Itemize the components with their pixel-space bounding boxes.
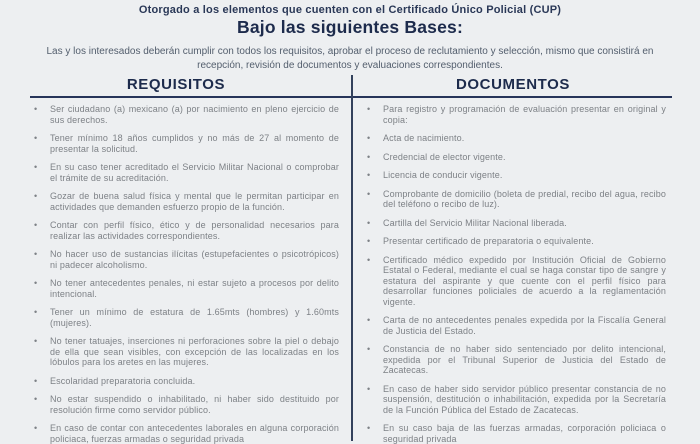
list-item-text: Acta de nacimiento. xyxy=(383,133,465,143)
list-item xyxy=(367,236,666,247)
bullet-icon: • xyxy=(34,336,38,346)
list-item-text: Tener mínimo 18 años cumplidos y no más de 27 al momento de presentar la solicitud. xyxy=(50,133,339,154)
list-item xyxy=(34,278,339,299)
documentos-header: DOCUMENTOS xyxy=(455,76,571,93)
list-item xyxy=(34,162,339,183)
bases-heading: Bajo las siguientes Bases: xyxy=(237,17,463,37)
list-item xyxy=(34,220,339,241)
list-item-text: En caso de contar con antecedentes laborales en alguna corporación policiaca, fuerzas armadas o seguridad privada xyxy=(50,423,339,444)
list-item-text: En su caso baja de las fuerzas armadas, corporación policiaca o seguridad privada xyxy=(383,423,666,444)
columns-container xyxy=(0,104,700,444)
list-item xyxy=(34,133,339,154)
bullet-icon: • xyxy=(34,394,38,404)
list-item-text: En su caso tener acreditado el Servicio Militar Nacional o comprobar el trámite de su acreditación. xyxy=(50,162,339,183)
list-item xyxy=(34,191,339,212)
list-item xyxy=(367,384,666,416)
list-item xyxy=(34,376,339,387)
list-item-text: Para registro y programación de evaluación presentar en original y copia: xyxy=(383,104,666,125)
list-item xyxy=(34,104,339,125)
requisitos-list xyxy=(0,104,352,444)
list-item-text: Gozar de buena salud física y mental que le permitan participar en actividades que demanden esfuerzo propio de la función. xyxy=(50,191,339,212)
list-item xyxy=(367,344,666,376)
list-item-text: Certificado médico expedido por Institución Oficial de Gobierno Estatal o Federal, mediante el cual se haga constar tipo de sangre y estatura del aspirante y que cuente con el perfil físico para desarrollar funciones policiales de acuerdo a la reglamentación vigente. xyxy=(383,254,666,307)
list-item-text: No tener antecedentes penales, ni estar sujeto a procesos por delito intencional. xyxy=(50,278,339,299)
bullet-icon: • xyxy=(34,249,38,259)
list-item-text: Presentar certificado de preparatoria o equivalente. xyxy=(383,236,594,246)
list-item xyxy=(367,152,666,163)
bullet-icon: • xyxy=(34,375,38,386)
list-item xyxy=(34,394,339,415)
list-item-text: No hacer uso de sustancias ilícitas (estupefacientes o psicotrópicos) ni padecer alcoholismo. xyxy=(50,249,339,270)
bullet-icon: • xyxy=(367,344,371,354)
list-item xyxy=(34,307,339,328)
bullet-icon: • xyxy=(34,104,38,114)
bullet-icon: • xyxy=(367,170,371,180)
bullet-icon: • xyxy=(34,220,38,230)
list-item xyxy=(34,249,339,270)
list-item xyxy=(367,255,666,308)
column-headers xyxy=(0,76,700,93)
list-item xyxy=(367,218,666,229)
list-item-text: Comprobante de domicilio (boleta de predial, recibo del agua, recibo del teléfono o recibo de luz). xyxy=(383,188,666,209)
bullet-icon: • xyxy=(367,236,371,246)
requisitos-header: REQUISITOS xyxy=(126,76,226,93)
list-item xyxy=(367,315,666,336)
list-item xyxy=(367,133,666,144)
bullet-icon: • xyxy=(367,383,371,394)
bullet-icon: • xyxy=(367,315,371,325)
list-item-text: No estar suspendido o inhabilitado, ni haber sido destituido por resolución firme como servidor público. xyxy=(50,394,339,415)
list-item xyxy=(367,189,666,210)
bullet-icon: • xyxy=(367,217,371,228)
list-item-text: Credencial de elector vigente. xyxy=(383,151,506,162)
list-item-text: No tener tatuajes, inserciones ni perforaciones sobre la piel o debajo de ella que sean visibles, con excepción de las localizadas en los lóbulos para los aretes en las mujeres. xyxy=(50,336,339,367)
top-clipped-line xyxy=(0,0,700,16)
list-item xyxy=(367,104,666,125)
bullet-icon: • xyxy=(367,133,371,143)
bullet-icon: • xyxy=(34,133,38,143)
bullet-icon: • xyxy=(367,188,371,199)
list-item-text: Tener un mínimo de estatura de 1.65mts (hombres) y 1.60mts (mujeres). xyxy=(50,307,339,328)
bullet-icon: • xyxy=(34,162,38,172)
list-item-text: Cartilla del Servicio Militar Nacional liberada. xyxy=(383,217,567,228)
list-item xyxy=(367,170,666,181)
bullet-icon: • xyxy=(34,278,38,288)
list-item-text: Licencia de conducir vigente. xyxy=(383,170,503,180)
bullet-icon: • xyxy=(34,423,38,433)
list-item-text: Escolaridad preparatoria concluida. xyxy=(50,375,196,386)
documentos-list xyxy=(352,104,700,444)
bullet-icon: • xyxy=(367,104,371,114)
intro-paragraph: Las y los interesados deberán cumplir con todos los requisitos, aprobar el proceso de reclutamiento y selección, mismo que consistirá en recepción, revisión de documentos y evaluaciones correspondientes. xyxy=(46,46,654,71)
list-item-text: Contar con perfil físico, ético y de personalidad necesarios para realizar las actividades correspondientes. xyxy=(50,220,339,241)
bullet-icon: • xyxy=(367,423,371,433)
list-item-text: En caso de haber sido servidor público presentar constancia de no suspensión, destitución o inhabilitación, expedida por la Secretaría de la Función Pública del Estado de Zacatecas. xyxy=(383,383,666,415)
bullet-icon: • xyxy=(367,151,371,162)
list-item-text: Ser ciudadano (a) mexicano (a) por nacimiento en pleno ejercicio de sus derechos. xyxy=(50,104,339,125)
list-item xyxy=(34,423,339,444)
bullet-icon: • xyxy=(34,191,38,201)
list-item-text: Carta de no antecedentes penales expedida por la Fiscalía General de Justicia del Estado. xyxy=(383,315,666,336)
bullet-icon: • xyxy=(367,254,371,265)
list-item-text: Constancia de no haber sido sentenciado por delito intencional, expedida por el Tribunal Superior de Justicia del Estado de Zacatecas. xyxy=(383,344,666,375)
top-clipped-line-text: Otorgado a los elementos que cuenten con el Certificado Único Policial (CUP) xyxy=(138,4,562,16)
bullet-icon: • xyxy=(34,307,38,317)
list-item xyxy=(34,336,339,368)
list-item xyxy=(367,423,666,444)
